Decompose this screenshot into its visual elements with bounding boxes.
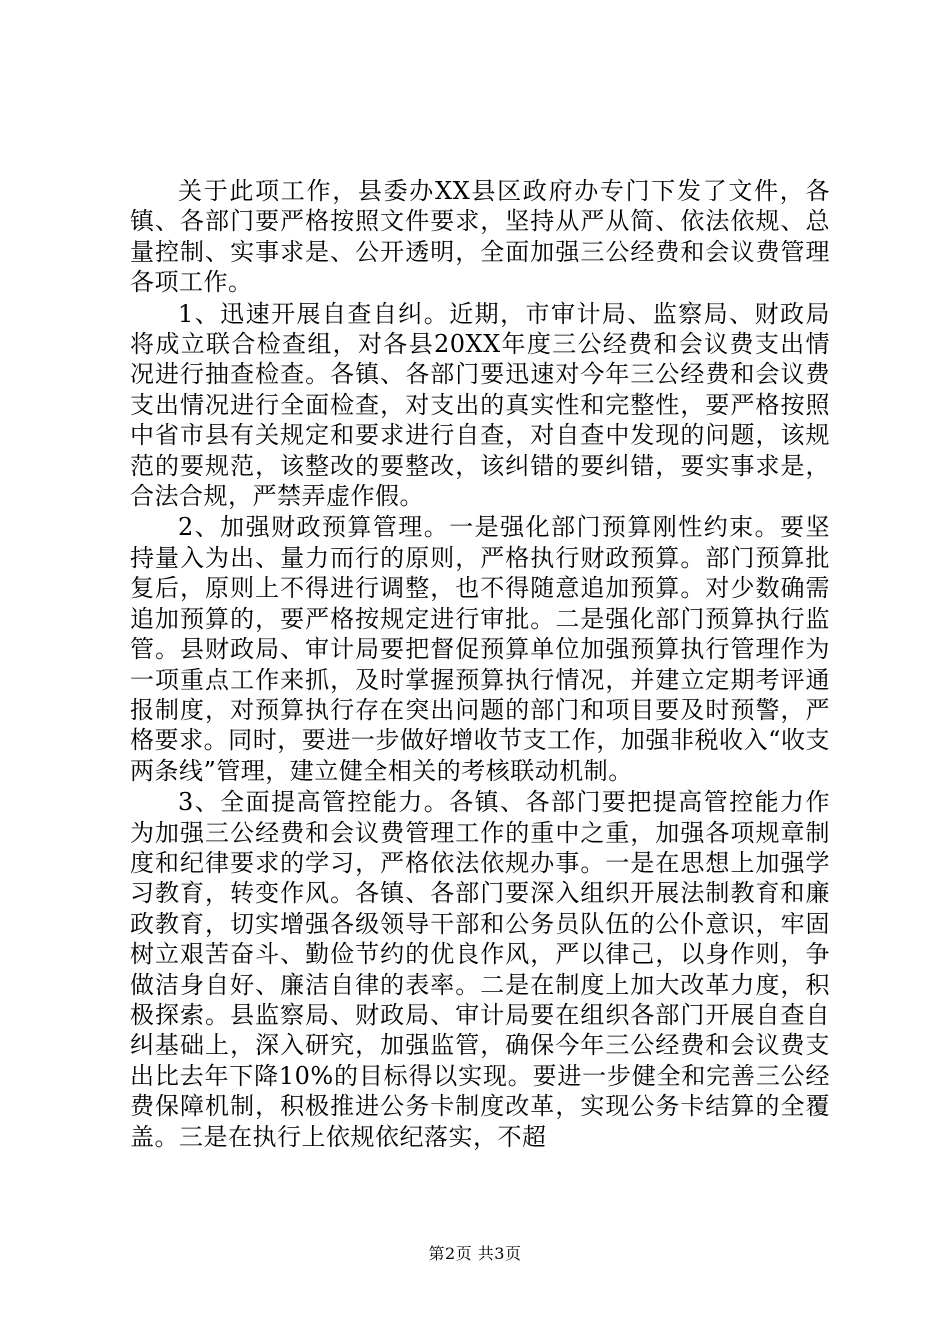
page-number-footer: 第2页 共3页	[428, 1244, 522, 1263]
paragraph-control-capability: 3、全面提高管控能力。各镇、各部门要把提高管控能力作为加强三公经费和会议费管理工作的重中之重，加强各项规章制度和纪律要求的学习，严格依法依规办事。一是在思想上加强学习教育，转变作风。各镇、各部门要深入组织开展法制教育和廉政教育，切实增强各级领导干部和公务员队伍的公仆意识，牢固树立艰苦奋斗、勤俭节约的优良作风，严以律己，以身作则，争做洁身自好、廉洁自律的表率。二是在制度上加大改革力度，积极探索。县监察局、财政局、审计局要在组织各部门开展自查自纠基础上，深入研究，加强监管，确保今年三公经费和会议费支出比去年下降10%的目标得以实现。要进一步健全和完善三公经费保障机制，积极推进公务卡制度改革，实现公务卡结算的全覆盖。三是在执行上依规依纪落实，不超	[130, 788, 830, 1151]
paragraph-self-inspection: 1、迅速开展自查自纠。近期，市审计局、监察局、财政局将成立联合检查组，对各县20XX年度三公经费和会议费支出情况进行抽查检查。各镇、各部门要迅速对今年三公经费和会议费支出情况进行全面检查，对支出的真实性和完整性，要严格按照中省市县有关规定和要求进行自查，对自查中发现的问题，该规范的要规范，该整改的要整改，该纠错的要纠错，要实事求是，合法合规，严禁弄虚作假。	[130, 299, 830, 511]
document-body	[130, 176, 830, 1152]
paragraph-intro: 关于此项工作，县委办XX县区政府办专门下发了文件，各镇、各部门要严格按照文件要求，坚持从严从简、依法依规、总量控制、实事求是、公开透明，全面加强三公经费和会议费管理各项工作。	[130, 177, 830, 297]
paragraph-budget-management: 2、加强财政预算管理。一是强化部门预算刚性约束。要坚持量入为出、量力而行的原则，严格执行财政预算。部门预算批复后，原则上不得进行调整，也不得随意追加预算。对少数确需追加预算的，要严格按规定进行审批。二是强化部门预算执行监管。县财政局、审计局要把督促预算单位加强预算执行管理作为一项重点工作来抓，及时掌握预算执行情况，并建立定期考评通报制度，对预算执行存在突出问题的部门和项目要及时预警，严格要求。同时，要进一步做好增收节支工作，加强非税收入“收支两条线”管理，建立健全相关的考核联动机制。	[130, 513, 830, 785]
